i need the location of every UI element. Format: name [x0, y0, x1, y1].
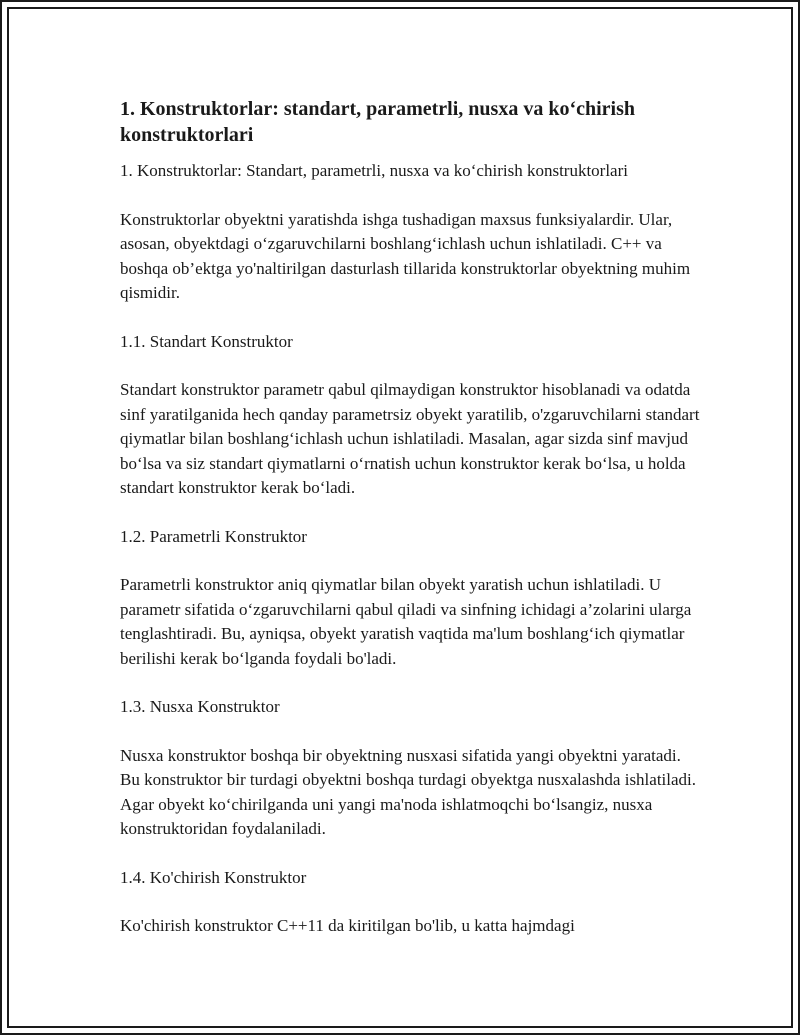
document-body — [120, 96, 700, 963]
section-heading-nusxa: 1.3. Nusxa Konstruktor — [120, 697, 280, 716]
document-title: 1. Konstruktorlar: standart, parametrli, nusxa va ko‘chirish konstruktorlari — [120, 98, 635, 146]
paragraph-parametrli: Parametrli konstruktor aniq qiymatlar bilan obyekt yaratish uchun ishlatiladi. U parametr sifatida o‘zgaruvchilarni qabul qiladi va sinfning ichidagi a’zolarini ularga tenglashtiradi. Bu, ayniqsa, obyekt yaratish vaqtida ma'lum boshlang‘ich qiymatlar berilishi kerak bo‘lganda foydali bo'ladi. — [120, 575, 692, 668]
paragraph-nusxa: Nusxa konstruktor boshqa bir obyektning nusxasi sifatida yangi obyektni yaratadi. Bu konstruktor bir turdagi obyektni boshqa turdagi obyektga nusxalashda ishlatiladi. Agar obyekt ko‘chirilganda uni yangi ma'noda ishlatmoqchi bo‘lsangiz, nusxa konstruktoridan foydalaniladi. — [120, 745, 697, 838]
section-heading-parametrli: 1.2. Parametrli Konstruktor — [120, 526, 307, 546]
paragraph-kochirish: Ko'chirish konstruktor C++11 da kiritilgan bo'lib, u katta hajmdagi — [120, 916, 575, 935]
paragraph-standard: Standart konstruktor parametr qabul qilmaydigan konstruktor hisoblanadi va odatda sinf yaratilganida hech qanday parametrsiz obyekt yaratilib, o'zgaruvchilarni standart qiymatlar bilan boshlang‘ichlash uchun ishlatiladi. Masalan, agar sizda sinf mavjud bo‘lsa va siz standart qiymatlarni o‘rnatish uchun konstruktor kerak bo‘lsa, u holda standart konstruktor kerak bo‘ladi. — [120, 380, 700, 497]
section-heading-standard: 1.1. Standart Konstruktor — [120, 331, 293, 351]
paragraph-intro: Konstruktorlar obyektni yaratishda ishga tushadigan maxsus funksiyalardir. Ular, asosan, obyektdagi o‘zgaruvchilarni boshlang‘ichlash uchun ishlatiladi. C++ va boshqa ob’ektga yo'naltirilgan dasturlash tillarida konstruktorlar obyektning muhim qismidir. — [120, 209, 691, 302]
section-heading-kochirish: 1.4. Ko'chirish Konstruktor — [120, 867, 307, 887]
section-heading-main: 1. Konstruktorlar: Standart, parametrli, nusxa va ko‘chirish konstruktorlari — [120, 161, 628, 180]
